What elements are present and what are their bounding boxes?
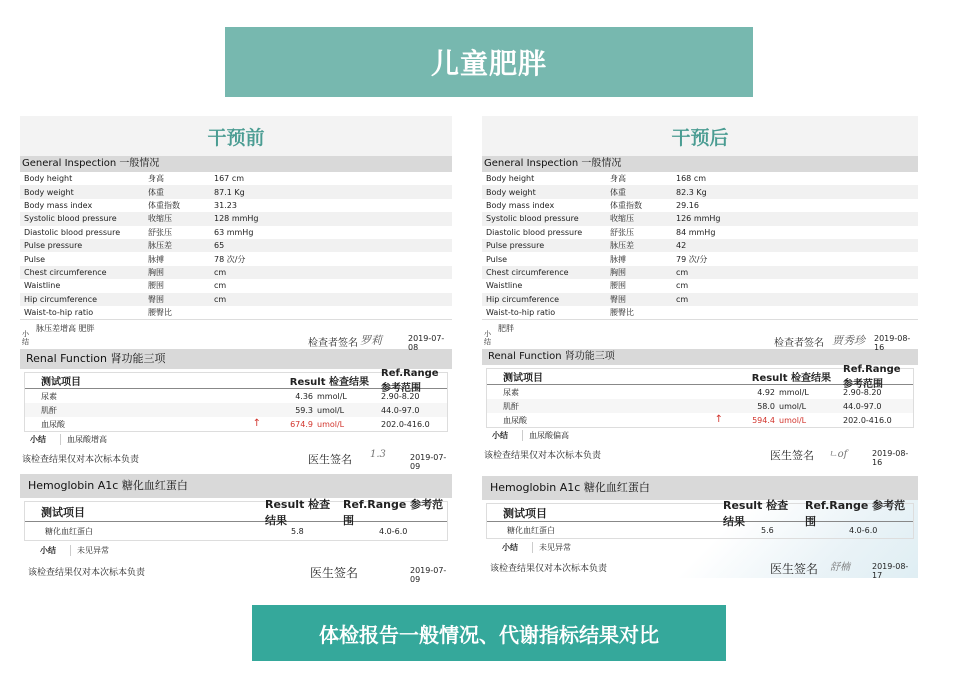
table-header: 测试项目 Result 检查结果 Ref.Range 参考范围	[487, 369, 913, 385]
table-row: 血尿酸 ↑ 674.9 umol/L 202.0-416.0	[41, 417, 430, 429]
table-row: Waistline 腰围 cm	[24, 281, 227, 291]
hba1c-title: Hemoglobin A1c 糖化血红蛋白	[20, 474, 452, 498]
before-panel	[20, 116, 452, 606]
hba1c-section	[482, 476, 918, 581]
hba1c-table	[24, 497, 448, 541]
page-title: 儿童肥胖	[225, 27, 753, 97]
table-row: Waistline 腰围 cm	[486, 281, 689, 291]
comparison-caption: 体检报告一般情况、代谢指标结果对比	[252, 605, 726, 661]
date: 2019-07-08	[408, 334, 445, 353]
high-arrow-icon: ↑	[714, 413, 723, 425]
hba1c-title: Hemoglobin A1c 糖化血红蛋白	[482, 476, 918, 500]
signature: 贾秀珍	[832, 334, 865, 348]
panel-heading: 干预前	[20, 116, 452, 156]
general-title: General Inspection 一般情况	[20, 156, 452, 172]
table-row: Body weight 体重 87.1 Kg	[20, 185, 452, 198]
general-footer	[482, 319, 918, 353]
high-arrow-icon: ↑	[252, 417, 261, 429]
table-row: Waist-to-hip ratio 腰臀比	[24, 308, 172, 318]
summary-text: 脉压差增高 肥胖	[36, 324, 95, 334]
hba1c-summary: 小结 未见异常	[502, 542, 571, 552]
table-row: Body mass index 体重指数 31.23	[24, 200, 237, 210]
table-header: 测试项目 Result 检查结果 Ref.Range 参考范围	[487, 504, 913, 522]
general-table	[20, 172, 452, 319]
table-row: Chest circumference 胸围 cm	[20, 266, 452, 279]
signature: 罗莉	[360, 334, 382, 348]
table-row: Pulse 脉搏 79 次/分	[486, 254, 708, 264]
date: 2019-08-16	[874, 334, 911, 353]
summary-label: 小结	[22, 330, 29, 347]
renal-footer: 该检查结果仅对本次标本负责 医生签名 1.3 2019-07-09	[22, 449, 447, 472]
renal-summary: 小结 血尿酸增高	[30, 434, 107, 444]
table-row: 血尿酸 ↑ 594.4 umol/L 202.0-416.0	[503, 413, 892, 425]
general-footer	[20, 319, 452, 353]
renal-summary: 小结 血尿酸偏高	[492, 430, 569, 440]
signature: 1.3	[370, 449, 386, 461]
general-title: General Inspection 一般情况	[482, 156, 918, 172]
table-row: Systolic blood pressure 收缩压 128 mmHg	[20, 212, 452, 225]
table-row: 糖化血红蛋白 5.6 4.0-6.0	[507, 525, 878, 535]
table-row: 肌酐 58.0 umol/L 44.0-97.0	[487, 399, 913, 413]
table-row: Pulse 脉搏 78 次/分	[24, 254, 246, 264]
table-header: 测试项目 Result 检查结果 Ref.Range 参考范围	[25, 502, 447, 522]
table-row: Hip circumference 臀围 cm	[482, 293, 918, 306]
signature: 舒楠	[830, 562, 850, 574]
table-row: Body mass index 体重指数 29.16	[486, 200, 699, 210]
table-row: Body height 身高 167 cm	[24, 174, 245, 184]
table-row: Diastolic blood pressure 舒张压 63 mmHg	[24, 227, 254, 237]
table-row: Body weight 体重 82.3 Kg	[482, 185, 918, 198]
panel-heading: 干预后	[482, 116, 918, 156]
signer-label: 检查者签名	[308, 338, 358, 350]
summary-label: 小结	[484, 330, 491, 347]
table-row: 尿素 4.92 mmol/L 2.90-8.20	[503, 387, 882, 397]
table-row: 尿素 4.36 mmol/L 2.90-8.20	[41, 391, 420, 401]
table-row: 肌酐 59.3 umol/L 44.0-97.0	[25, 403, 447, 417]
table-row: Systolic blood pressure 收缩压 126 mmHg	[482, 212, 918, 225]
table-row: Chest circumference 胸围 cm	[482, 266, 918, 279]
hba1c-footer: 该检查结果仅对本次标本负责 医生签名 2019-07-09	[28, 566, 447, 585]
hba1c-footer: 该检查结果仅对本次标本负责 医生签名 舒楠 2019-08-17	[482, 555, 918, 575]
after-panel	[482, 116, 918, 606]
table-row: 糖化血红蛋白 5.8 4.0-6.0	[45, 526, 408, 536]
table-header: 测试项目 Result 检查结果 Ref.Range 参考范围	[25, 373, 447, 389]
renal-table	[486, 363, 914, 428]
table-row: Pulse pressure 脉压差 42	[482, 239, 918, 252]
table-row: Body height 身高 168 cm	[486, 174, 707, 184]
table-row: Hip circumference 臀围 cm	[20, 293, 452, 306]
renal-table	[24, 367, 448, 432]
renal-title: Renal Function 肾功能三项	[482, 349, 918, 365]
table-row: Pulse pressure 脉压差 65	[20, 239, 452, 252]
signature: ㄴof	[828, 449, 848, 461]
hba1c-table	[486, 498, 914, 539]
general-table	[482, 172, 918, 319]
signer-label: 检查者签名	[774, 338, 824, 350]
renal-title: Renal Function 肾功能三项	[20, 349, 452, 369]
summary-text: 肥胖	[498, 324, 514, 334]
table-row: Waist-to-hip ratio 腰臀比	[486, 308, 634, 318]
renal-footer: 该检查结果仅对本次标本负责 医生签名 ㄴof 2019-08-16	[482, 442, 918, 462]
hba1c-summary: 小结 未见异常	[40, 545, 109, 555]
table-row: Diastolic blood pressure 舒张压 84 mmHg	[486, 227, 716, 237]
